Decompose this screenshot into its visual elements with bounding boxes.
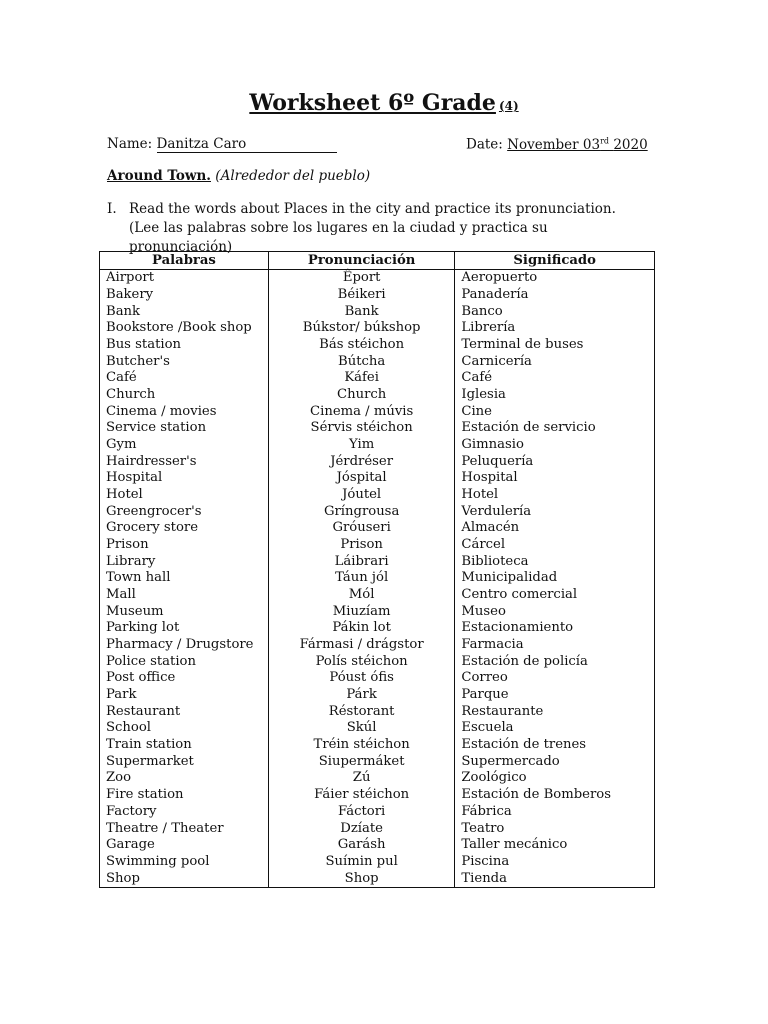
table-row [100,753,655,770]
meaning-cell: Teatro [455,820,655,837]
pronunciation-cell: Yim [268,437,454,454]
pronunciation-cell: Fármasi / drágstor [268,637,454,654]
meaning-cell: Librería [455,320,655,337]
instruction-numeral: I. [107,201,117,217]
meaning-cell: Piscina [455,854,655,871]
section-title: Around Town. [107,168,211,184]
word-cell: Garage [100,837,269,854]
pronunciation-cell: Prison [268,537,454,554]
date-label: Date: [466,136,503,153]
table-row [100,870,655,887]
meaning-cell: Centro comercial [455,587,655,604]
meaning-cell: Gimnasio [455,437,655,454]
table-row [100,270,655,287]
pronunciation-cell: Jóutel [268,487,454,504]
meaning-cell: Cine [455,403,655,420]
word-cell: Pharmacy / Drugstore [100,637,269,654]
page-title [0,90,768,116]
header-palabras: Palabras [100,252,269,270]
meaning-cell: Banco [455,303,655,320]
meaning-cell: Almacén [455,520,655,537]
table-row [100,637,655,654]
table-row [100,403,655,420]
pronunciation-cell: Zú [268,770,454,787]
word-cell: Butcher's [100,353,269,370]
section-subtitle: (Alrededor del pueblo) [215,168,371,184]
word-cell: Swimming pool [100,854,269,871]
word-cell: School [100,720,269,737]
pronunciation-cell: Pákin lot [268,620,454,637]
meaning-cell: Hospital [455,470,655,487]
meaning-cell: Restaurante [455,703,655,720]
pronunciation-cell: Búkstor/ búkshop [268,320,454,337]
table-row [100,770,655,787]
meaning-cell: Carnicería [455,353,655,370]
pronunciation-cell: Suímin pul [268,854,454,871]
header-significado: Significado [455,252,655,270]
section-heading [107,168,370,184]
table-row [100,487,655,504]
table-row [100,287,655,304]
table-row [100,387,655,404]
table-row [100,687,655,704]
pronunciation-cell: Dzíate [268,820,454,837]
word-cell: Grocery store [100,520,269,537]
word-cell: Restaurant [100,703,269,720]
word-cell: Prison [100,537,269,554]
table-row [100,553,655,570]
meaning-cell: Estación de trenes [455,737,655,754]
word-cell: Train station [100,737,269,754]
table-row [100,570,655,587]
word-cell: Theatre / Theater [100,820,269,837]
meaning-cell: Terminal de buses [455,337,655,354]
meaning-cell: Estación de policía [455,653,655,670]
vocabulary-table [99,251,655,888]
pronunciation-cell: Bútcha [268,353,454,370]
table-row [100,787,655,804]
table-row [100,670,655,687]
pronunciation-cell: Káfei [268,370,454,387]
pronunciation-cell: Jóspital [268,470,454,487]
meaning-cell: Parque [455,687,655,704]
pronunciation-cell: Tréin stéichon [268,737,454,754]
table-row [100,503,655,520]
table-row [100,337,655,354]
word-cell: Supermarket [100,753,269,770]
word-cell: Shop [100,870,269,887]
word-cell: Town hall [100,570,269,587]
table-row [100,653,655,670]
word-cell: Cinema / movies [100,403,269,420]
meaning-cell: Panadería [455,287,655,304]
word-cell: Hairdresser's [100,453,269,470]
word-cell: Post office [100,670,269,687]
word-cell: Fire station [100,787,269,804]
pronunciation-cell: Póust ófis [268,670,454,687]
word-cell: Bus station [100,337,269,354]
date-year: 2020 [613,136,648,153]
table-row [100,353,655,370]
word-cell: Café [100,370,269,387]
pronunciation-cell: Polís stéichon [268,653,454,670]
meaning-cell: Estacionamiento [455,620,655,637]
meaning-cell: Estación de servicio [455,420,655,437]
meaning-cell: Tienda [455,870,655,887]
meaning-cell: Verdulería [455,503,655,520]
meaning-cell: Estación de Bomberos [455,787,655,804]
header-pronunciacion: Pronunciación [268,252,454,270]
word-cell: Park [100,687,269,704]
pronunciation-cell: Jérdréser [268,453,454,470]
table-row [100,303,655,320]
pronunciation-cell: Church [268,387,454,404]
word-cell: Museum [100,603,269,620]
table-row [100,587,655,604]
pronunciation-cell: Sérvis stéichon [268,420,454,437]
table-row [100,703,655,720]
pronunciation-cell: Miuzíam [268,603,454,620]
table-row [100,537,655,554]
meaning-cell: Fábrica [455,804,655,821]
date-month-day: November 03 [507,136,601,153]
instruction-text: Read the words about Places in the city and practice its pronunciation. (Lee las palabras sobre los lugares en la ciudad y practica su pronunciación) [129,201,616,255]
pronunciation-cell: Skúl [268,720,454,737]
table-row [100,603,655,620]
table-row [100,837,655,854]
table-row [100,420,655,437]
word-cell: Library [100,553,269,570]
pronunciation-cell: Fáier stéichon [268,787,454,804]
pronunciation-cell: Gróuseri [268,520,454,537]
meaning-cell: Hotel [455,487,655,504]
pronunciation-cell: Bás stéichon [268,337,454,354]
table-row [100,737,655,754]
meaning-cell: Aeropuerto [455,270,655,287]
pronunciation-cell: Gríngrousa [268,503,454,520]
table-row [100,620,655,637]
meaning-cell: Farmacia [455,637,655,654]
word-cell: Gym [100,437,269,454]
name-value: Danitza Caro [157,136,337,153]
word-cell: Police station [100,653,269,670]
table-row [100,854,655,871]
name-line [107,136,337,153]
word-cell: Greengrocer's [100,503,269,520]
pronunciation-cell: Párk [268,687,454,704]
pronunciation-cell: Fáctori [268,804,454,821]
meaning-cell: Zoológico [455,770,655,787]
word-cell: Church [100,387,269,404]
pronunciation-cell: Êport [268,270,454,287]
word-cell: Hospital [100,470,269,487]
word-cell: Zoo [100,770,269,787]
table-header-row [100,252,655,270]
table-row [100,320,655,337]
table-body [100,270,655,888]
date-value [507,137,648,153]
table-row [100,453,655,470]
table-row [100,720,655,737]
meaning-cell: Peluquería [455,453,655,470]
meaning-cell: Municipalidad [455,570,655,587]
meaning-cell: Supermercado [455,753,655,770]
word-cell: Hotel [100,487,269,504]
meaning-cell: Cárcel [455,537,655,554]
word-cell: Bank [100,303,269,320]
pronunciation-cell: Garásh [268,837,454,854]
table-row [100,370,655,387]
meaning-cell: Escuela [455,720,655,737]
table-row [100,820,655,837]
table-row [100,470,655,487]
pronunciation-cell: Cinema / múvis [268,403,454,420]
meaning-cell: Iglesia [455,387,655,404]
date-suffix: rd [600,136,610,145]
table-row [100,804,655,821]
pronunciation-cell: Shop [268,870,454,887]
title-number: (4) [498,99,519,113]
word-cell: Bakery [100,287,269,304]
meaning-cell: Museo [455,603,655,620]
table-row [100,437,655,454]
word-cell: Factory [100,804,269,821]
pronunciation-cell: Láibrari [268,553,454,570]
title-text: Worksheet 6º Grade [249,90,496,116]
word-cell: Bookstore /Book shop [100,320,269,337]
pronunciation-cell: Réstorant [268,703,454,720]
pronunciation-cell: Mól [268,587,454,604]
table-row [100,520,655,537]
word-cell: Airport [100,270,269,287]
pronunciation-cell: Bank [268,303,454,320]
meaning-cell: Café [455,370,655,387]
pronunciation-cell: Béikeri [268,287,454,304]
pronunciation-cell: Siupermáket [268,753,454,770]
pronunciation-cell: Táun jól [268,570,454,587]
name-label: Name: [107,136,153,152]
meaning-cell: Biblioteca [455,553,655,570]
word-cell: Service station [100,420,269,437]
meaning-cell: Correo [455,670,655,687]
word-cell: Mall [100,587,269,604]
meaning-cell: Taller mecánico [455,837,655,854]
date-line [466,136,648,153]
word-cell: Parking lot [100,620,269,637]
